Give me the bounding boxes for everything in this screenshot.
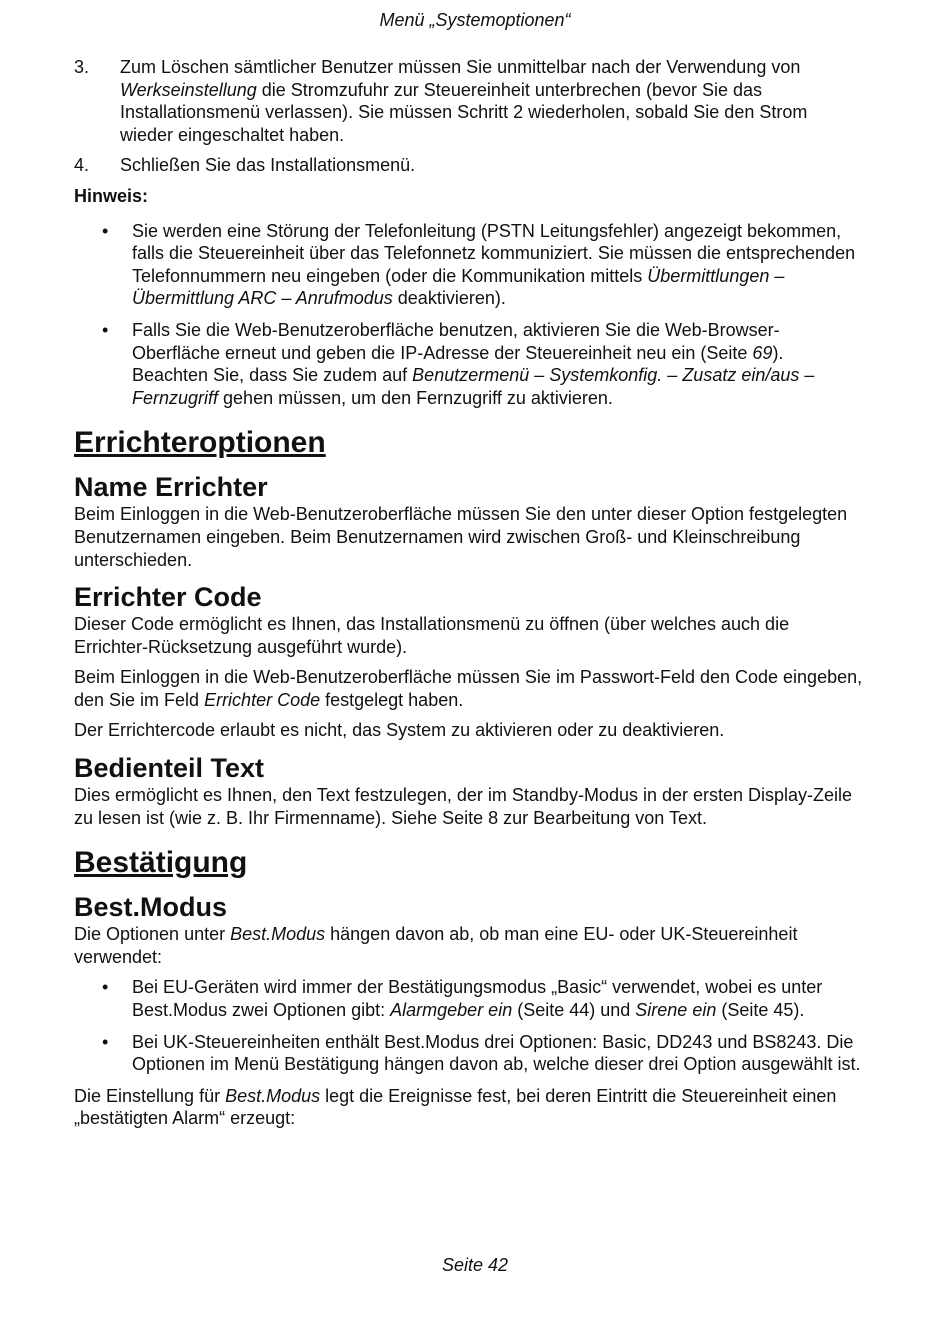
step-number: 3. [74,57,90,77]
paragraph: Dieser Code ermöglicht es Ihnen, das Installationsmenü zu öffnen (über welches auch die Errichter-Rücksetzung ausgeführt wurde). [74,614,790,657]
list-item-text: Bei EU-Geräten wird immer der Bestätigungsmodus „Basic“ verwendet, wobei es unter Best.Modus zwei Optionen gibt: Alarmgeber ein (Seite 44) und Sirene ein (Seite 45). [132,977,823,1021]
note-list [74,220,864,410]
italic-emphasis: Benutzermenü – Systemkonfig. – Zusatz ein/aus – Fernzugriff [132,365,815,408]
italic-emphasis: Errichter Code [204,689,321,710]
italic-emphasis: Werkseinstellung [120,79,257,100]
numbered-step [74,56,864,146]
list-item [74,319,864,409]
note-label: Hinweis: [74,185,149,206]
paragraph: Beim Einloggen in die Web-Benutzeroberfläche müssen Sie den unter dieser Option festgelegten Benutzernamen eingeben. Beim Benutzernamen wird zwischen Groß- und Kleinschreibung unterschieden. [74,504,848,570]
step-number: 4. [74,155,90,176]
list-item [74,1031,864,1076]
step-text: Schließen Sie das Installationsmenü. [120,155,416,176]
paragraph: Beim Einloggen in die Web-Benutzeroberfläche müssen Sie im Passwort-Feld den Code eingeben, den Sie im Feld Errichter Code festgelegt haben. [74,667,863,710]
page-content [74,56,864,1138]
paragraph: Der Errichtercode erlaubt es nicht, das System zu aktivieren oder zu deaktivieren. [74,720,725,741]
subheading-errichter-code: Errichter Code [74,582,262,613]
bullet-icon: • [102,220,109,241]
italic-emphasis: 69 [752,342,773,363]
subheading-best-modus: Best.Modus [74,892,228,923]
italic-emphasis: Best.Modus [225,1085,321,1106]
list-item-text: Falls Sie die Web-Benutzeroberfläche benutzen, aktivieren Sie die Web-Browser-Oberfläche erneut und geben die IP-Adresse der Steuereinheit neu ein (Seite 69). Beachten Sie, dass Sie zudem auf Benutzermenü – Systemkonfig. – Zusatz ein/aus – Fernzugriff gehen müssen, um den Fernzugriff zu aktivieren. [132,319,815,408]
numbered-step [74,154,864,177]
subheading-bedienteil-text: Bedienteil Text [74,753,265,784]
list-item-text: Sie werden eine Störung der Telefonleitung (PSTN Leitungsfehler) angezeigt bekommen, falls die Steuereinheit über das Telefonnetz kommuniziert. Sie müssen die entsprechenden Telefonnummern neu eingeben (oder die Kommunikation mittels Übermittlungen – Übermittlung ARC – Anrufmodus deaktivieren). [132,220,856,309]
italic-emphasis: Alarmgeber ein [390,1000,513,1021]
list-item [74,220,864,310]
section-heading-errichteroptionen: Errichteroptionen [74,426,326,460]
step-text: Zum Löschen sämtlicher Benutzer müssen Sie unmittelbar nach der Verwendung von Werkseinstellung die Stromzufuhr zur Steuereinheit unterbrechen (bevor Sie das Installationsmenü verlassen). Sie müssen Schritt 2 wiederholen, sobald Sie den Strom wieder eingeschaltet haben. [120,57,808,145]
bullet-icon: • [102,977,109,998]
italic-emphasis: Übermittlungen – Übermittlung ARC – Anrufmodus [132,265,785,309]
italic-emphasis: Sirene ein [635,1000,717,1021]
bullet-icon: • [102,1031,109,1052]
paragraph: Die Einstellung für Best.Modus legt die Ereignisse fest, bei deren Eintritt die Steuereinheit einen „bestätigten Alarm“ erzeugt: [74,1085,837,1129]
best-modus-list [74,976,864,1075]
list-item [74,976,864,1021]
page-number: Seite 42 [441,1255,509,1275]
section-heading-bestaetigung: Bestätigung [74,846,248,880]
subheading-name-errichter: Name Errichter [74,472,268,503]
bullet-icon: • [102,319,109,340]
list-item-text: Bei UK-Steuereinheiten enthält Best.Modus drei Optionen: Basic, DD243 und BS8243. Die Optionen im Menü Bestätigung hängen davon ab, welche dieser drei Option ausgewählt ist. [132,1031,861,1075]
paragraph: Dies ermöglicht es Ihnen, den Text festzulegen, der im Standby-Modus in der ersten Display-Zeile zu lesen ist (wie z. B. Ihr Firmenname). Siehe Seite 8 zur Bearbeitung von Text. [74,785,853,828]
paragraph: Die Optionen unter Best.Modus hängen davon ab, ob man eine EU- oder UK-Steuereinheit verwendet: [74,924,798,967]
italic-emphasis: Best.Modus [230,924,326,945]
running-header: Menü „Systemoptionen“ [379,10,571,30]
